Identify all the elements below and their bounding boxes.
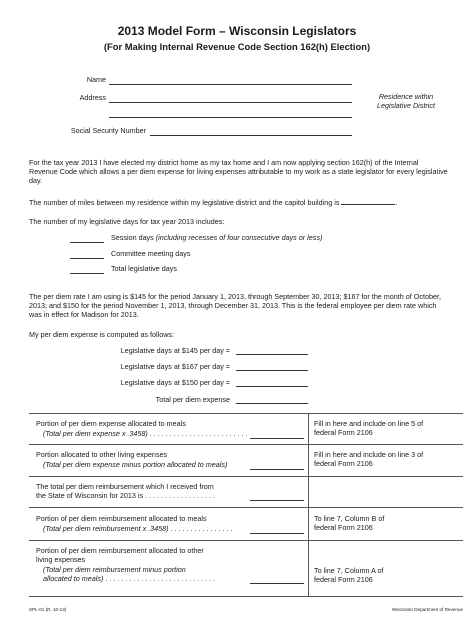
residence-note-line-1: Residence within	[378, 92, 434, 101]
session-days-note: (including recesses of four consecutive days or less)	[155, 233, 323, 242]
row-rule-3	[29, 507, 463, 508]
reimb-other-label-line-2: living expenses	[36, 555, 86, 564]
name-field[interactable]	[109, 84, 352, 85]
calc-145-label: Legislative days at $145 per day =	[120, 346, 230, 355]
calc-total-label: Total per diem expense	[155, 395, 230, 404]
row-rule-1	[29, 444, 463, 445]
calc-167-label: Legislative days at $167 per day =	[120, 362, 230, 371]
total-days-label: Total legislative days	[111, 264, 177, 273]
address-label: Address	[79, 93, 106, 102]
reimb-other-field[interactable]	[250, 583, 304, 584]
miles-end: .	[395, 198, 398, 207]
reimb-other-dots: . . . . . . . . . . . . . . . . . . . . . . . . . . . .	[103, 574, 216, 583]
session-days-field[interactable]	[70, 242, 104, 243]
address-field-line-2[interactable]	[109, 117, 352, 118]
meals-right-line-1: Fill in here and include on line 5 of	[314, 419, 424, 428]
reimb-other-sub-line-1: (Total per diem reimbursement minus portion	[43, 565, 186, 574]
table-top-rule	[29, 413, 463, 414]
form-subtitle: (For Making Internal Revenue Code Section 162(h) Election)	[103, 41, 371, 52]
living-right-line-2: federal Form 2106	[314, 459, 373, 468]
ssn-field[interactable]	[150, 135, 352, 136]
reimb-meals-right-line-2: federal Form 2106	[314, 523, 373, 532]
reimb-other-label-line-1: Portion of per diem reimbursement allocated to other	[36, 546, 204, 555]
calc-total-field[interactable]	[236, 403, 308, 404]
meals-label: Portion of per diem expense allocated to meals	[36, 419, 186, 428]
reimb-label-line-2: the State of Wisconsin for 2013 is	[36, 491, 144, 500]
reimb-other-sub-row	[43, 574, 305, 583]
session-days-label: Session days	[111, 233, 154, 242]
rate-paragraph: The per diem rate I am using is $145 for the period January 1, 2013, through September 30, 2013; $167 for the month of October, 2013; and $150 for the period November 1, 2013, through December 31, 2013. This is the federal employee per diem rate which was in effect for Madison for 2013.	[29, 292, 441, 319]
reimb-other-right-line-2: federal Form 2106	[314, 575, 373, 584]
living-field[interactable]	[250, 469, 304, 470]
meals-sub: (Total per diem expense x .3458)	[43, 429, 148, 438]
form-title: 2013 Model Form – Wisconsin Legislators	[117, 24, 357, 38]
committee-days-field[interactable]	[70, 258, 104, 259]
reimb-label-row	[36, 491, 298, 500]
meals-field[interactable]	[250, 438, 304, 439]
reimb-label-line-1: The total per diem reimbursement which I received from	[36, 482, 214, 491]
reimb-other-sub-line-2: allocated to meals)	[43, 574, 104, 583]
meals-dots: . . . . . . . . . . . . . . . . . . . . . . . . .	[147, 429, 248, 438]
ssn-label: Social Security Number	[70, 126, 146, 135]
meals-right-line-2: federal Form 2106	[314, 428, 373, 437]
reimb-dots: . . . . . . . . . . . . . . . . . .	[143, 491, 215, 500]
miles-field[interactable]	[341, 197, 398, 207]
days-intro: The number of my legislative days for tax year 2013 includes:	[29, 217, 225, 226]
miles-row	[29, 197, 449, 207]
form-code: SPL-01 (R. 10-13)	[29, 607, 67, 612]
reimb-other-right-line-1: To line 7, Column A of	[314, 566, 384, 575]
session-days-row	[111, 233, 322, 242]
name-label: Name	[86, 75, 106, 84]
calc-167-field[interactable]	[236, 370, 308, 371]
row-rule-4	[29, 540, 463, 541]
living-right-line-1: Fill in here and include on line 3 of	[314, 450, 424, 459]
reimb-meals-right-line-1: To line 7, Column B of	[314, 514, 385, 523]
reimb-meals-field[interactable]	[250, 533, 304, 534]
living-sub: (Total per diem expense minus portion allocated to meals)	[43, 460, 228, 469]
living-label: Portion allocated to other living expenses	[36, 450, 168, 459]
calc-150-label: Legislative days at $150 per day =	[120, 378, 230, 387]
computed-intro: My per diem expense is computed as follows:	[29, 330, 175, 339]
table-bottom-rule	[29, 596, 463, 597]
reimb-meals-dots: . . . . . . . . . . . . . . . .	[168, 524, 233, 533]
row-rule-2	[29, 476, 463, 477]
election-paragraph: For the tax year 2013 I have elected my district home as my tax home and I am now applying section 162(h) of the Internal Revenue Code which allows a per diem expense for living expenses attributable to my work as a state legislator for every legislative day.	[29, 158, 448, 185]
reimb-meals-sub: (Total per diem reimbursement x .3458)	[43, 524, 169, 533]
reimb-field[interactable]	[250, 500, 304, 501]
agency-name: Wisconsin Department of Revenue	[392, 607, 463, 612]
table-column-divider	[308, 413, 309, 596]
address-field-line-1[interactable]	[109, 102, 352, 103]
residence-note-line-2: Legislative District	[377, 101, 435, 110]
miles-text: The number of miles between my residence within my legislative district and the capitol building is	[29, 198, 340, 207]
calc-145-field[interactable]	[236, 354, 308, 355]
calc-150-field[interactable]	[236, 386, 308, 387]
total-days-field[interactable]	[70, 273, 104, 274]
committee-days-label: Committee meeting days	[111, 249, 191, 258]
meals-sub-row	[43, 429, 305, 438]
reimb-meals-label: Portion of per diem reimbursement allocated to meals	[36, 514, 207, 523]
reimb-meals-sub-row	[43, 524, 305, 533]
